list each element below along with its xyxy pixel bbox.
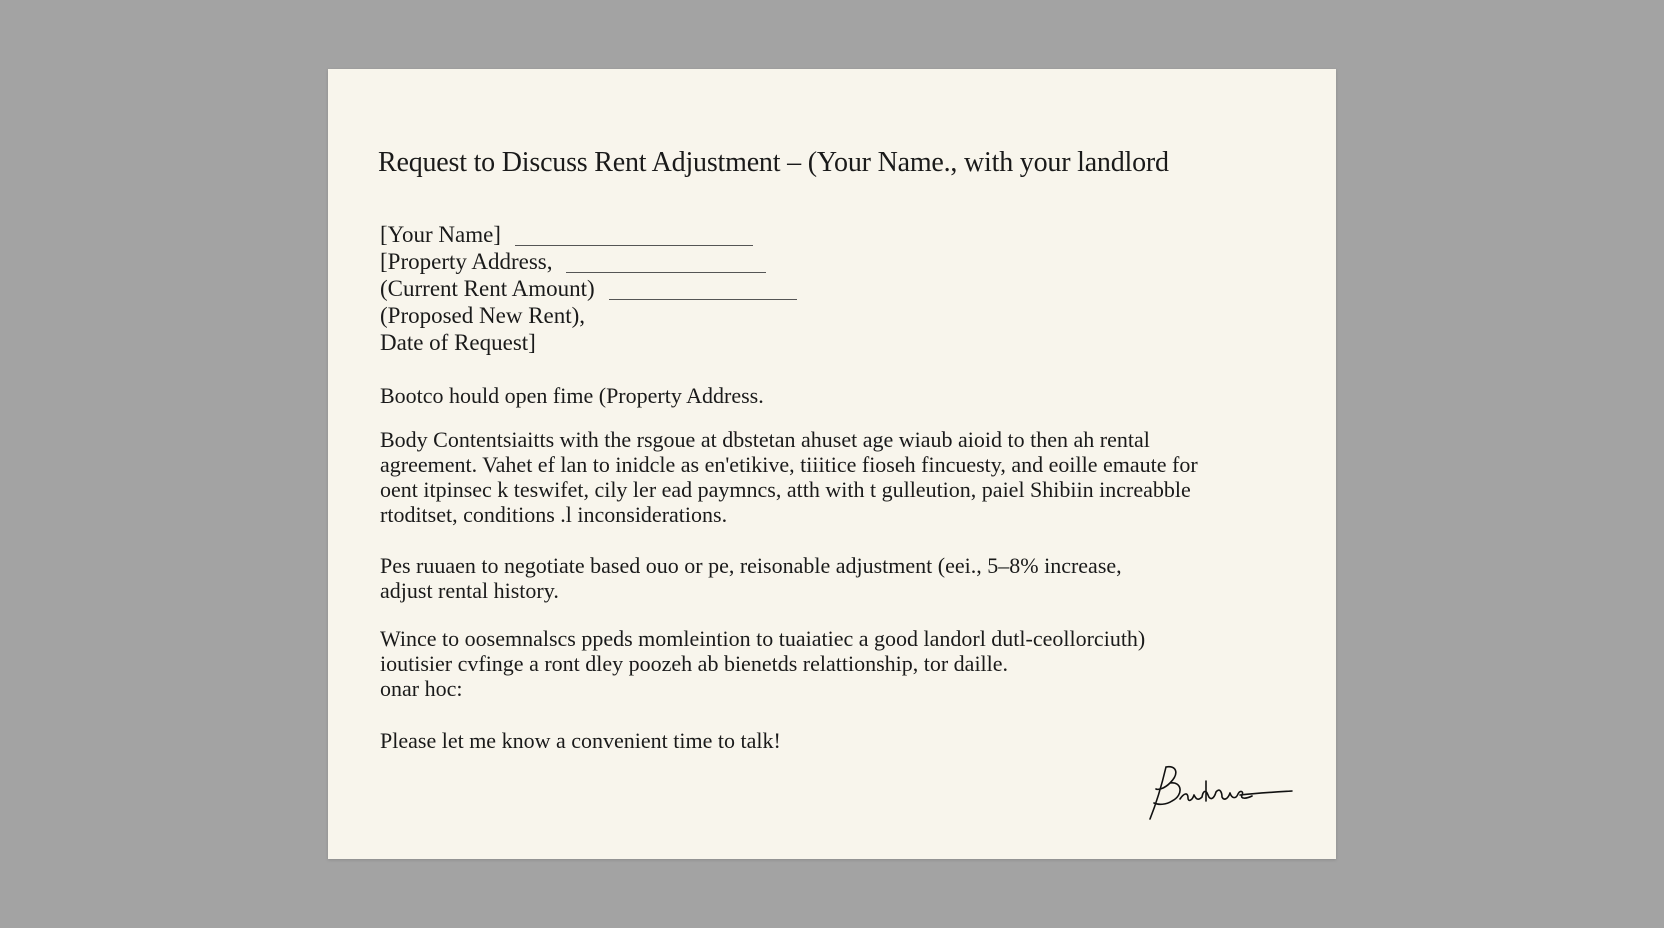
fill-in-line [566, 272, 766, 273]
handwritten-signature [1136, 759, 1296, 829]
relationship-paragraph: Wince to oosemnalscs ppeds momleintion to tuaiatiec a good landorl dutl-ceollorciuth) ioutisier cvfinge a ront dley poozeh ab bienetds relattionship, tor daille. onar hoc: [380, 626, 1146, 701]
field-label: Date of Request] [380, 330, 536, 355]
negotiation-paragraph: Pes ruuaen to negotiate based ouo or pe, reisonable adjustment (eei., 5–8% increase, adjust rental history. [380, 553, 1122, 603]
field-label: [Your Name] [380, 222, 501, 247]
letter-title: Request to Discuss Rent Adjustment – (Your Name., with your landlord [378, 147, 1169, 178]
body-paragraph: Body Contentsiaitts with the rsgoue at dbstetan ahuset age wiaub aioid to then ah rental agreement. Vahet ef lan to inidcle as en'etikive, tiiitice fioseh fincuesty, and eoille emaute for oent itpinsec k teswifet, cily ler ead paymncs, atth with t gulleution, paiel Shibiin increabble rtoditset, conditions .l inconsiderations. [380, 427, 1198, 527]
fill-in-line [609, 299, 797, 300]
field-your-name [380, 221, 797, 248]
field-label: (Proposed New Rent), [380, 303, 586, 328]
fill-in-line [515, 245, 753, 246]
field-date-of-request [380, 329, 797, 356]
field-proposed-rent [380, 302, 797, 329]
letter-page [328, 69, 1336, 859]
field-property-address [380, 248, 797, 275]
opening-line: Bootco hould open fime (Property Address. [380, 383, 764, 408]
field-label: (Current Rent Amount) [380, 276, 595, 301]
field-current-rent [380, 275, 797, 302]
closing-line: Please let me know a convenient time to talk! [380, 728, 781, 753]
header-fields [380, 221, 797, 356]
field-label: [Property Address, [380, 249, 553, 274]
